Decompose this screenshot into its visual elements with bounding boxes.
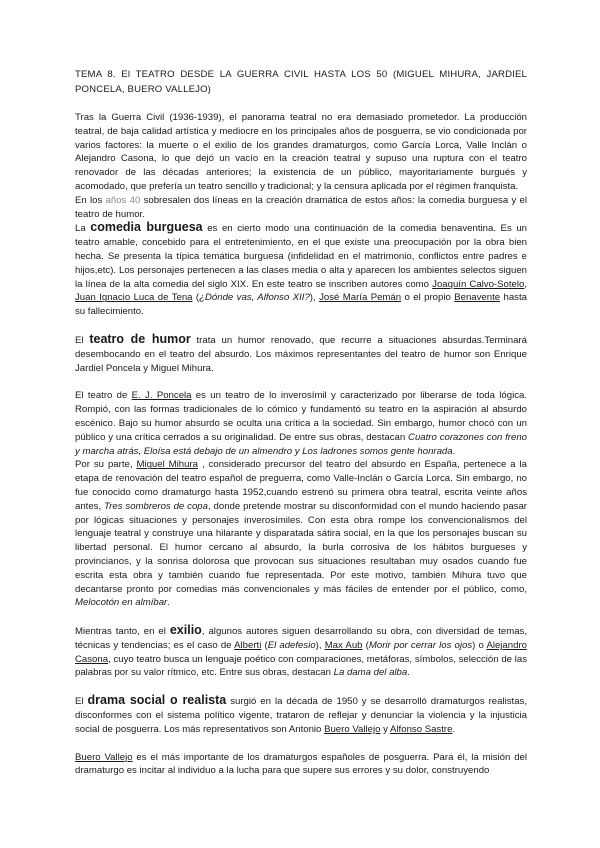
author-mihura: Miguel Mihura [136, 459, 198, 471]
intro-paragraph: Tras la Guerra Civil (1936-1939), el panorama teatral no era demasiado prometedor. La producción teatral, de baja calidad artística y mediocre en los principales años de posguerra, se vio condicionada por varios factores: la muerte o el exilio de los grandes dramaturgos, como García Lorca, Valle Inclán o Alejandro Casona, lo que dejó un vacío en la creación teatral y supuso una ruptura con el teatro renovador de las décadas anteriores; la existencia de un público, mayoritariamente burgués y acomodado, que prefería un teatro sencillo y tradicional; y la censura aplicada por el régimen franquista. [75, 112, 527, 192]
author-max-aub: Max Aub [324, 639, 363, 651]
author-benavente: Benavente [454, 292, 501, 304]
anos-40-paragraph: En los años 40 sobresalen dos líneas en la creación dramática de estos años: la comedia burguesa y el teatro de humor. [75, 194, 527, 220]
document-page [75, 68, 527, 778]
document-title: TEMA 8. El TEATRO DESDE LA GUERRA CIVIL HASTA LOS 50 (MIGUEL MIHURA, JARDIEL PONCELA, BUERO VALLEJO) [75, 69, 527, 95]
comedia-burguesa-paragraph: La comedia burguesa es en cierto modo una continuación de la comedia benaventina. Es un teatro amable, concebido para el entretenimiento, en el que existe una preocupación por la obra bien hecha. Se presenta la típica temática burguesa (infidelidad en el matrimonio, conflictos entre padres e hijos,etc). Los personajes pertenecen a las clases media o alta y aparecen los ambientes selectos siguen la línea de la alta comedia del siglo XIX. En este teatro se inscriben autores como Joaquín Calvo-Sotelo, Juan Ignacio Luca de Tena (¿Dónde vas, Alfonso XII?), José María Pemán o el propio Benavente hasta su fallecimiento. [75, 220, 527, 318]
heading-comedia-burguesa: comedia burguesa [90, 220, 203, 235]
drama-social-paragraph: El drama social o realista surgió en la década de 1950 y se desarrolló dramaturgos realistas, disconformes con el sistema político vigente, trataron de reflejar y denunciar la violencia y la injusticia social de posguerra. Los más representativos son Antonio Buero Vallejo y Alfonso Sastre. [75, 693, 527, 735]
heading-teatro-de-humor: teatro de humor [89, 331, 191, 346]
heading-exilio: exilio [169, 623, 202, 638]
author-calvo-sotelo: Joaquín Calvo-Sotelo [432, 278, 525, 290]
work-tres-sombreros: Tres sombreros de copa [104, 500, 208, 512]
work-morir-por-cerrar: Morir por cerrar los ojos [368, 639, 473, 651]
author-buero-vallejo: Buero Vallejo [324, 723, 381, 735]
works-poncela: Cuatro corazones con freno y marcha atrás, Eloísa está debajo de un almendro [75, 431, 527, 457]
work-adefesio: El adefesio [267, 639, 316, 651]
teatro-humor-paragraph: El teatro de humor trata un humor renovado, que recurre a situaciones absurdas.Terminará desembocando en el teatro del absurdo. Los máximos representantes del teatro de humor son Enrique Jardiel Poncela y Miguel Mihura. [75, 331, 528, 374]
work-ladrones: Los ladrones somos gente honrada [302, 445, 453, 457]
work-melocoton: Melocotón en almíbar [75, 597, 168, 609]
heading-drama-social: drama social o realista [87, 693, 227, 708]
buero-vallejo-paragraph: Buero Vallejo es el más importante de los dramaturgos españoles de posguerra. Para él, la misión del dramaturgo es incitar al individuo a la lucha para que supere sus errores y su dolor, construyendo [75, 751, 527, 777]
author-casona: Alejandro Casona [75, 639, 527, 665]
work-donde-vas: ¿Dónde vas, Alfonso XII? [199, 292, 310, 304]
author-alberti: Alberti [234, 639, 262, 651]
work-dama-del-alba: La dama del alba [333, 667, 408, 679]
mihura-paragraph: Por su parte, Miguel Mihura , considerado precursor del teatro del absurdo en España, pertenece a la etapa de renovación del teatro español de preguerra, como Valle-Inclán o García Lorca. Sin embargo, no fue conocido como dramaturgo hasta 1952,cuando estrenó su primera obra teatral, escrita veinte años antes, Tres sombreros de copa, donde pretende mostrar su disconformidad con el mundo haciendo pasar por lógicas situaciones y personajes inverosímiles. Con esta obra rompe los convencionalismos del lenguaje teatral y construye una hilarante y disparatada sátira social, en la que los personajes buscan su libertad personal. El humor cercano al absurdo, la burla corrosiva de los hábitos burgueses y provincianos, y la sonrisa dolorosa que provocan sus situaciones resultaban muy osados cuando fue escrita esta obra y también cuando fue representada. Por este motivo, también Mihura tuvo que decantarse pronto por comedias más convencionales y más fáciles de entender por el público, como, Melocotón en almíbar. [75, 459, 527, 609]
author-sastre: Alfonso Sastre [390, 723, 453, 735]
anos-40-highlight: años 40 [105, 194, 141, 206]
author-peman: José María Pemán [319, 292, 402, 304]
exilio-paragraph: Mientras tanto, en el exilio, algunos autores siguen desarrollando su obra, con diversidad de temas, técnicas y tendencias; es el caso de Alberti (El adefesio), Max Aub (Morir por cerrar los ojos) o Alejandro Casona, cuyo teatro busca un lenguaje poético con comparaciones, metáforas, símbolos, selección de las palabras por su valor rítmico, etc. Entre sus obras, destacan La dama del alba. [75, 623, 527, 679]
author-luca-de-tena: Juan Ignacio Luca de Tena [75, 292, 193, 304]
author-poncela: E. J. Poncela [131, 390, 192, 402]
author-buero-vallejo-lead: Buero Vallejo [75, 751, 133, 763]
poncela-paragraph: El teatro de E. J. Poncela es un teatro de lo inverosímil y caracterizado por liberarse de toda lógica. Rompió, con las formas tradicionales de lo cómico y fundamentó su teatro en la aspiración al absurdo escénico. Bajo su humor absurdo se oculta una crítica a la sociedad. Sin embargo, humor chocó con un público y una crítica cerrados a su originalidad. De entre sus obras, destacan Cuatro corazones con freno y marcha atrás, Eloísa está debajo de un almendro y Los ladrones somos gente honrada. [75, 390, 527, 457]
